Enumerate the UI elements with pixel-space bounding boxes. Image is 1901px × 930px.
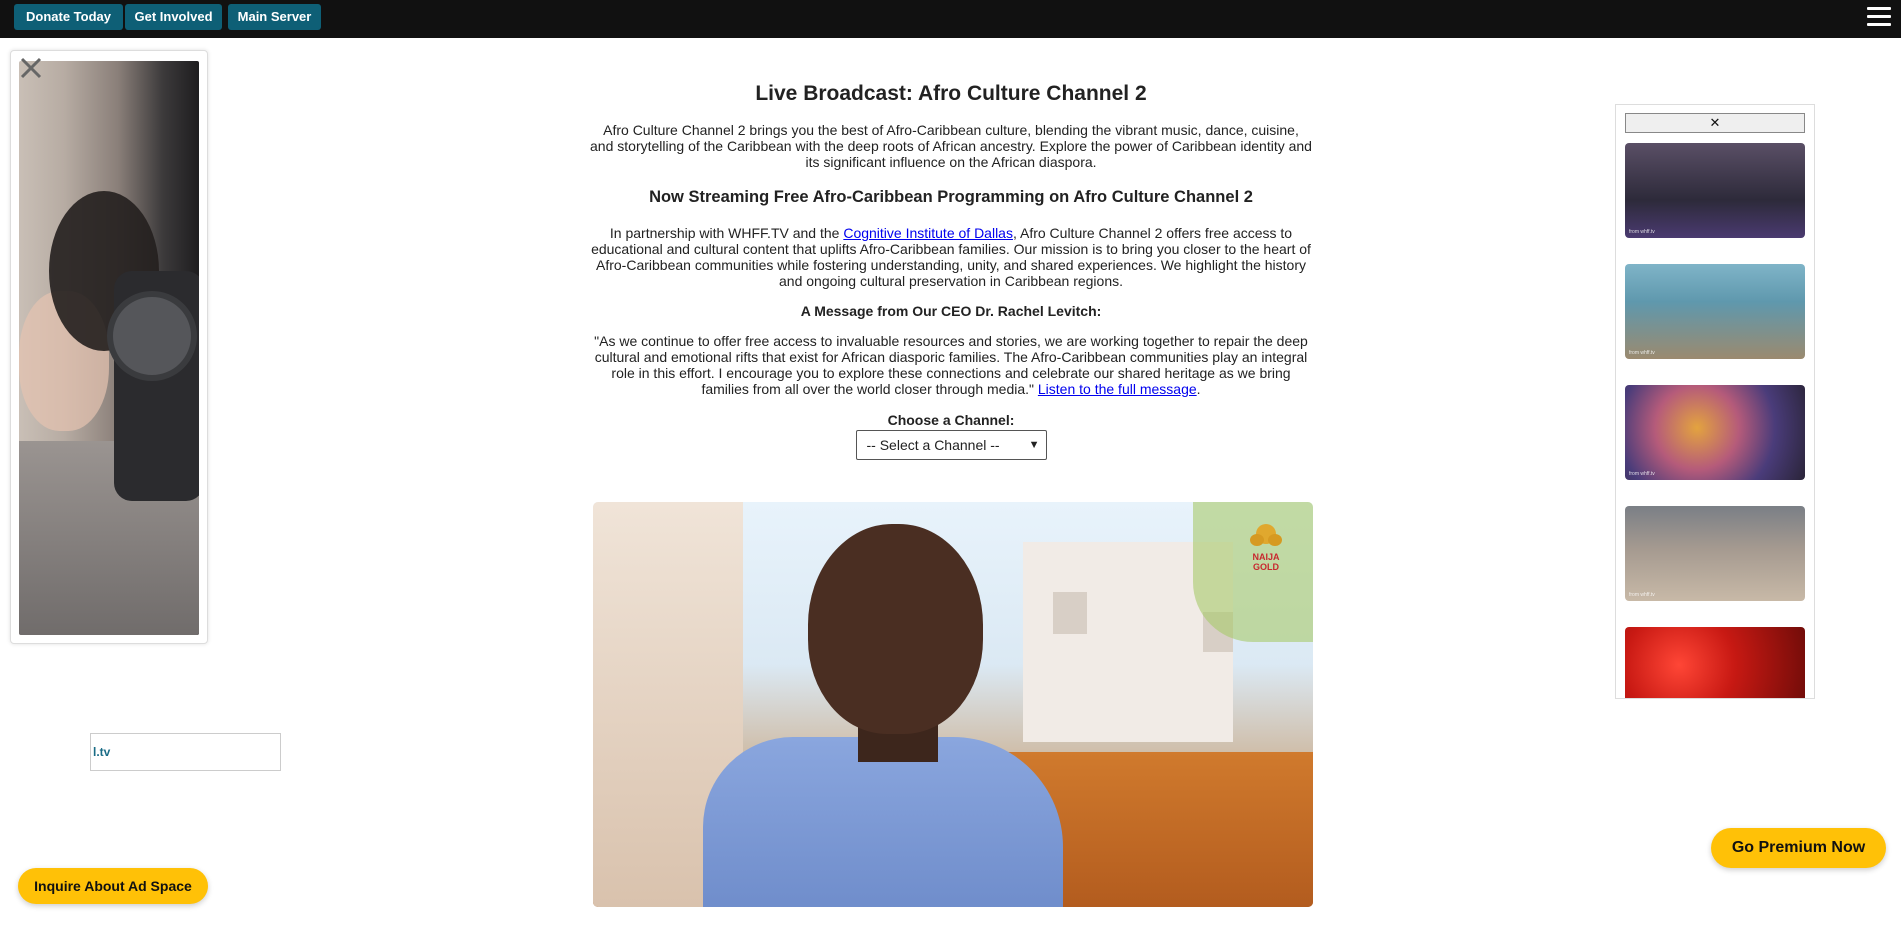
thumbnail-watermark: from whff.tv bbox=[1629, 592, 1655, 598]
thumbnail-item[interactable] bbox=[1625, 385, 1805, 480]
ceo-quote-end: . bbox=[1196, 381, 1201, 397]
partnership-text-before: In partnership with WHFF.TV and the bbox=[609, 225, 844, 241]
channel-select-value: -- Select a Channel -- bbox=[866, 437, 1000, 453]
channel-label: Choose a Channel: bbox=[887, 412, 1015, 428]
side-link-box[interactable]: l.tv bbox=[90, 733, 281, 771]
channel-select[interactable] bbox=[856, 430, 1047, 460]
ceo-quote-text: "As we continue to offer free access to invaluable resources and stories, we are working together to repair the deep cultural and emotional rifts that exist for African diasporic families. The Afro-Caribbean communities play an integral role in this effort. I encourage you to explore these connections and celebrate our shared heritage as we bring families from all over the world closer through media." bbox=[594, 333, 1308, 397]
ceo-heading: A Message from Our CEO Dr. Rachel Levitch: bbox=[800, 303, 1102, 319]
channel-logo-icon bbox=[1243, 522, 1289, 580]
thumbnail-item[interactable] bbox=[1625, 627, 1805, 699]
thumbnail-watermark: from whff.tv bbox=[1629, 350, 1655, 356]
logo-text-line2: GOLD bbox=[1253, 562, 1279, 572]
thumbnail-item[interactable] bbox=[1625, 506, 1805, 601]
intro-paragraph: Afro Culture Channel 2 brings you the best of Afro-Caribbean culture, blending the vibrant music, dance, cuisine, and storytelling of the Caribbean with the deep roots of African ancestry. Explore the power of Caribbean identity and its significant influence on the African diaspora. bbox=[590, 122, 1312, 170]
cognitive-institute-link[interactable]: Cognitive Institute of Dallas bbox=[843, 225, 1013, 241]
full-message-link[interactable]: Listen to the full message bbox=[1037, 381, 1197, 397]
partnership-text-after: , Afro Culture Channel 2 offers free access to educational and cultural content that uplifts Afro-Caribbean families. Our mission is to bring you closer to the heart of Afro-Caribbean communities while fostering understanding, unity, and shared experiences. We highlight the history and ongoing cultural preservation in Caribbean regions. bbox=[591, 225, 1311, 289]
thumbnail-watermark: from whff.tv bbox=[1629, 229, 1655, 235]
partnership-paragraph bbox=[590, 225, 1312, 289]
main-server-button[interactable]: Main Server bbox=[228, 4, 321, 30]
go-premium-button[interactable]: Go Premium Now bbox=[1711, 828, 1886, 868]
left-ad-card bbox=[10, 50, 208, 644]
logo-text-line1: NAIJA bbox=[1252, 552, 1280, 562]
page-title: Live Broadcast: Afro Culture Channel 2 bbox=[755, 82, 1147, 105]
top-navigation-bar bbox=[0, 0, 1901, 38]
chevron-down-icon: ▼ bbox=[1028, 439, 1040, 451]
thumbnail-item[interactable] bbox=[1625, 264, 1805, 359]
get-involved-button[interactable]: Get Involved bbox=[125, 4, 222, 30]
donate-today-button[interactable]: Donate Today bbox=[14, 4, 123, 30]
panel-close-button[interactable]: ✕ bbox=[1625, 113, 1805, 133]
ceo-quote bbox=[590, 333, 1312, 397]
right-thumbnail-panel[interactable] bbox=[1615, 104, 1815, 699]
section-subtitle: Now Streaming Free Afro-Caribbean Programming on Afro Culture Channel 2 bbox=[649, 188, 1253, 206]
video-player[interactable] bbox=[593, 502, 1313, 907]
left-ad-image[interactable] bbox=[19, 61, 199, 635]
inquire-ad-space-button[interactable]: Inquire About Ad Space bbox=[18, 868, 208, 904]
close-icon[interactable] bbox=[16, 53, 46, 83]
thumbnail-watermark: from whff.tv bbox=[1629, 471, 1655, 477]
main-content bbox=[590, 82, 1312, 460]
hamburger-menu-icon[interactable] bbox=[1867, 7, 1891, 27]
thumbnail-item[interactable] bbox=[1625, 143, 1805, 238]
